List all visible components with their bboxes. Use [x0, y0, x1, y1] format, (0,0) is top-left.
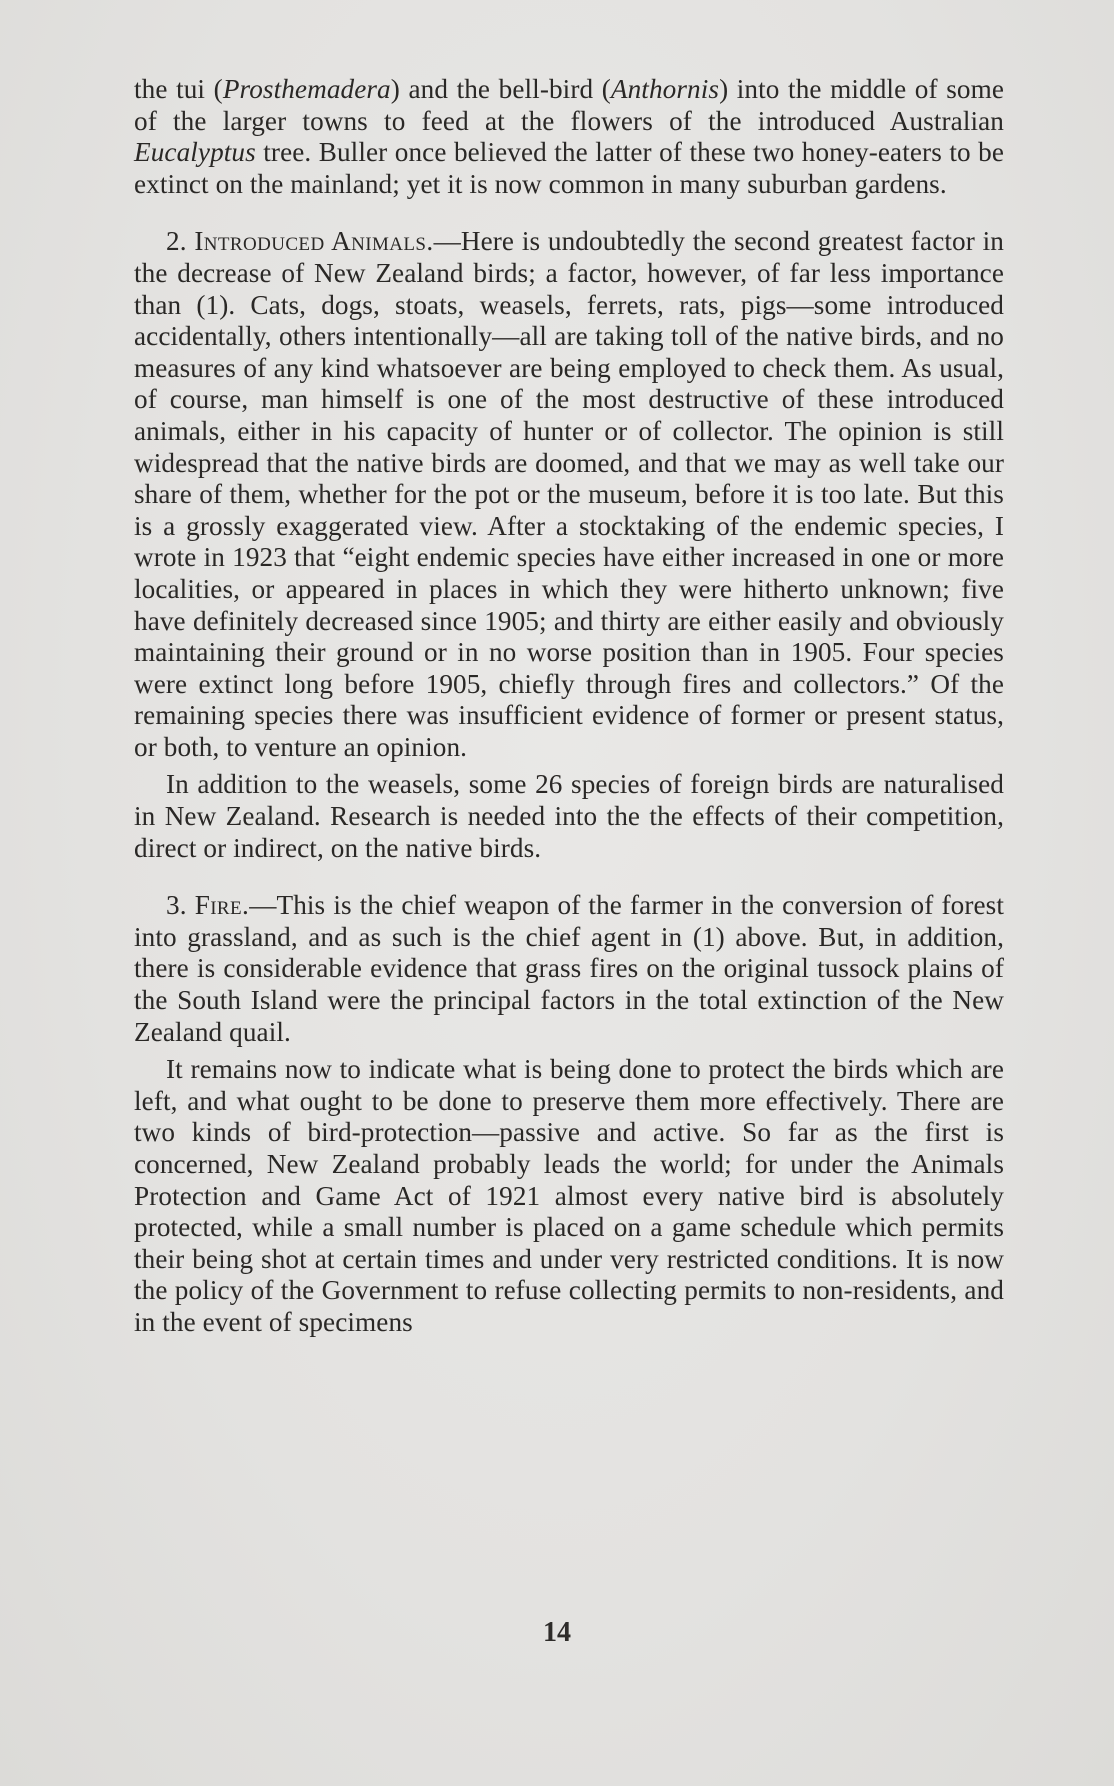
- text-run: tree. Buller once believed the latter of these two honey-eaters to be extinct on the mainland; yet it is now common in many suburban gardens.: [134, 137, 1004, 199]
- species-name: Eucalyptus: [134, 137, 256, 168]
- body-text: [134, 74, 1004, 1339]
- text-run: ) and the bell-bird (: [390, 74, 611, 104]
- paragraph-introduced-animals: [134, 226, 1004, 763]
- text-run: ) into the middle of some of the larger towns to feed at the flowers of the introduced Australian: [134, 74, 1004, 136]
- page-number: 14: [543, 1617, 571, 1648]
- paragraph-bird-protection: It remains now to indicate what is being done to protect the birds which are left, and what ought to be done to preserve them more effectively. There are two kinds of bird-protection—passive and active. So far as the first is concerned, New Zealand probably leads the world; for under the Animals Protection and Game Act of 1921 almost every native bird is absolutely protected, while a small number is placed on a game schedule which permits their being shot at certain times and under very restricted conditions. It is now the policy of the Government to refuse collecting permits to non-residents, and in the event of specimens: [134, 1054, 1004, 1337]
- section-heading: Fire.: [194, 890, 250, 921]
- paragraph-tui-bellbird: [134, 74, 1004, 200]
- text-run: —Here is undoubtedly the second greatest factor in the decrease of New Zealand birds; a factor, however, of far less importance than (1). Cats, dogs, stoats, weasels, ferrets, rats, pigs—some introduced accidentally, others intentionally—all are taking toll of the native birds, and no measures of any kind whatsoever are being employed to check them. As usual, of course, man himself is one of the most destructive of these introduced animals, either in his capacity of hunter or of collector. The opinion is still widespread that the native birds are doomed, and that we may as well take our share of them, whether for the pot or the museum, before it is too late. But this is a grossly exaggerated view. After a stocktaking of the endemic species, I wrote in 1923 that “eight endemic species have either increased in one or more localities, or appeared in places in which they were hitherto unknown; five have definitely decreased since 1905; and thirty are either easily and obviously maintaining their ground or in no worse position than in 1905. Four species were extinct long before 1905, chiefly through fires and collectors.” Of the remaining species there was insufficient evidence of former or present status, or both, to venture an opinion.: [134, 226, 1004, 762]
- species-name: Anthornis: [610, 74, 720, 104]
- species-name: Prosthemadera: [222, 74, 391, 104]
- text-run: the tui (: [134, 74, 223, 104]
- section-heading: Introduced Animals.: [194, 226, 434, 257]
- section-number: 2.: [166, 226, 195, 257]
- text-run: —This is the chief weapon of the farmer in the conversion of forest into grassland, and as such is the chief agent in (1) above. But, in addition, there is considerable evidence that grass fires on the original tussock plains of the South Island were the principal factors in the total extinction of the New Zealand quail.: [134, 890, 1004, 1047]
- paragraph-fire: [134, 890, 1004, 1048]
- paragraph-foreign-birds: In addition to the weasels, some 26 species of foreign birds are naturalised in New Zealand. Research is needed into the the effects of their competition, direct or indirect, on the native birds.: [134, 769, 1004, 863]
- section-number: 3.: [166, 890, 195, 921]
